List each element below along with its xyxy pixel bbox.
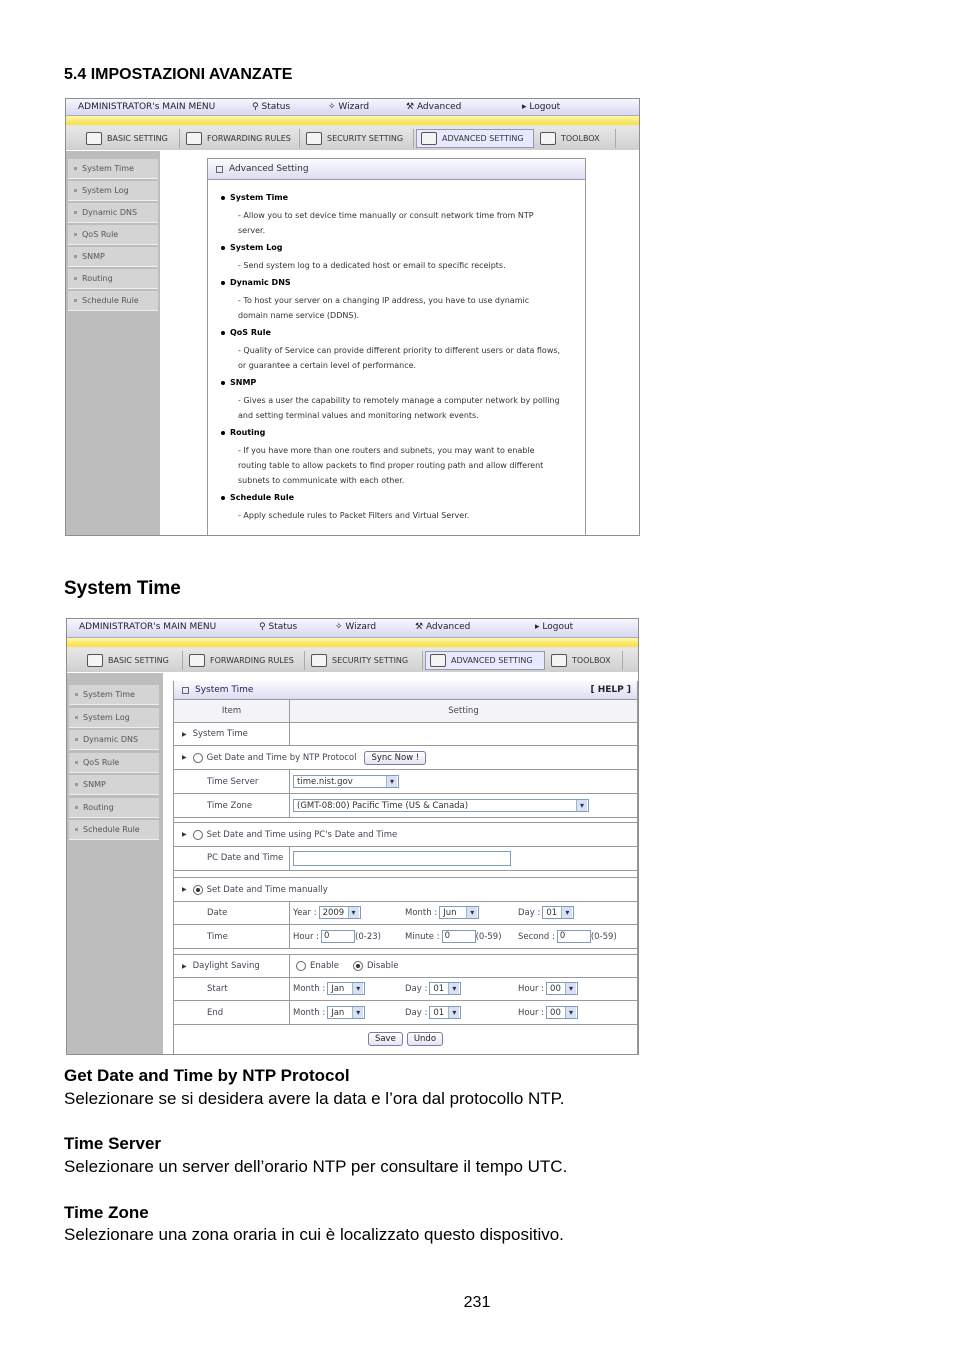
bullet-icon [75,806,78,809]
admin-main-menu-link[interactable]: ADMINISTRATOR's MAIN MENU [78,102,216,112]
dst-disable-radio[interactable] [353,961,363,971]
sidebar-item-snmp[interactable]: SNMP [69,775,159,795]
start-month-select[interactable]: Jan ▾ [327,982,365,995]
time-row: Time Hour : 0 (0-23) Minute : 0 (0-59) Second : 0 (0-59) [174,925,637,949]
sidebar [67,673,163,1054]
end-month-select[interactable]: Jan ▾ [327,1006,365,1019]
save-button[interactable]: Save [368,1032,403,1046]
feature-title: Routing [230,428,266,437]
security-icon [306,132,322,145]
status-icon: ⚲ [252,102,262,112]
advanced-tools-icon [430,654,446,667]
feature-description: - Allow you to set device time manually or consult network time from NTP [238,211,534,220]
logout-arrow-icon: ▸ [522,102,530,112]
advanced-icon: ⚒ [406,102,417,112]
time-server-row [174,770,637,794]
bullet-icon [74,167,77,170]
row-arrow-icon: ▶ [182,886,187,893]
start-hour-select[interactable]: 00 ▾ [546,982,578,995]
end-label: End [207,1007,224,1018]
status-link[interactable]: ⚲ Status [252,102,291,112]
tab-forwarding-rules[interactable]: FORWARDING RULES [182,129,300,148]
start-day-select[interactable]: 01 ▾ [429,982,461,995]
logout-link[interactable]: ▸ Logout [535,622,574,632]
feature-title: SNMP [230,378,257,387]
book-icon [87,654,103,667]
sidebar-item-system-log[interactable]: System Log [68,181,158,201]
para-text: Selezionare una zona oraria in cui è localizzato questo dispositivo. [64,1225,564,1244]
sidebar-item-schedule-rule[interactable]: Schedule Rule [69,820,159,840]
bullet-icon [74,255,77,258]
col-item-header: Item [221,706,242,716]
system-time-row: ▶ System Time [174,723,637,746]
wizard-icon: ✧ [328,102,339,112]
advanced-link[interactable]: ⚒ Advanced [415,622,471,632]
time-label: Time [207,931,228,942]
sidebar [66,151,160,535]
pc-date-label: PC Date and Time [207,853,284,863]
daylight-saving-row: ▶ Daylight Saving Enable Disable [174,954,637,978]
year-select[interactable]: 2009 ▾ [319,906,361,919]
para-text: Selezionare se si desidera avere la data e l’ora dal protocollo NTP. [64,1089,565,1108]
advanced-link[interactable]: ⚒ Advanced [406,102,462,112]
feature-description: subnets to communicate with each other. [238,476,405,485]
feature-title: System Log [230,243,283,252]
feature-description: or guarantee a certain level of performance. [238,361,417,370]
para-title: Get Date and Time by NTP Protocol [64,1066,350,1085]
status-icon: ⚲ [259,622,269,632]
wizard-icon: ✧ [335,622,346,632]
minute-input[interactable]: 0 [442,930,476,943]
toolbox-icon [540,132,556,145]
tab-security-setting[interactable]: SECURITY SETTING [307,651,423,670]
date-label: Date [207,907,228,918]
system-time-panel [173,681,638,1055]
row-arrow-icon: ▶ [182,754,187,761]
admin-main-menu-link[interactable]: ADMINISTRATOR's MAIN MENU [79,622,217,632]
tab-toolbox[interactable]: TOOLBOX [547,651,623,670]
forwarding-icon [189,654,205,667]
dst-end-row: End Month : Jan ▾ Day : 01 ▾ Hour : 00 ▾ [174,1001,637,1025]
end-day-select[interactable]: 01 ▾ [429,1006,461,1019]
tab-bar [67,638,638,672]
manual-radio[interactable] [193,885,203,895]
pc-time-radio[interactable] [193,830,203,840]
feature-title: Dynamic DNS [230,278,291,287]
section-heading: 5.4 IMPOSTAZIONI AVANZATE [64,66,293,83]
form-buttons [174,1028,637,1050]
top-menu [66,99,639,116]
end-hour-select[interactable]: 00 ▾ [546,1006,578,1019]
table-header-row [174,700,637,723]
sidebar-item-routing[interactable]: Routing [69,798,159,818]
start-label: Start [207,983,228,994]
feature-description: server. [238,226,266,235]
row-arrow-icon: ▶ [182,962,187,970]
sidebar-item-schedule-rule[interactable]: Schedule Rule [68,291,158,311]
sidebar-item-routing[interactable]: Routing [68,269,158,289]
pc-date-input[interactable] [293,851,511,866]
sidebar-item-system-time[interactable]: System Time [69,685,159,705]
panel-header: Advanced Setting [208,159,585,180]
feature-title: QoS Rule [230,328,271,337]
tab-advanced-setting[interactable]: ADVANCED SETTING [425,651,545,670]
ntp-row: ▶ Get Date and Time by NTP Protocol Sync Now ! [174,746,637,770]
toolbox-icon [551,654,567,667]
bullet-icon [74,189,77,192]
feature-title: Schedule Rule [230,493,295,502]
sidebar-item-system-time[interactable]: System Time [68,159,158,179]
time-server-label: Time Server [207,776,259,787]
wizard-link[interactable]: ✧ Wizard [328,102,370,112]
time-zone-select[interactable]: (GMT-08:00) Pacific Time (US & Canada) ▾ [293,799,589,812]
sidebar-item-dynamic-dns[interactable]: Dynamic DNS [68,203,158,223]
col-setting-header: Setting [448,706,479,716]
system-time-heading: System Time [64,578,181,599]
dst-start-row: Start Month : Jan ▾ Day : 01 ▾ Hour : 00 ▾ [174,977,637,1001]
bullet-icon [75,738,78,741]
bullet-icon [75,716,78,719]
hour-input[interactable]: 0 [321,930,355,943]
feature-description: - Apply schedule rules to Packet Filters and Virtual Server. [238,511,470,520]
advanced-tools-icon [421,132,437,145]
feature-description: - Quality of Service can provide different priority to different users or data flows, [238,346,561,355]
sidebar-item-snmp[interactable]: SNMP [68,247,158,267]
sidebar-item-qos-rule[interactable]: QoS Rule [69,753,159,773]
para-text: Selezionare un server dell’orario NTP per consultare il tempo UTC. [64,1157,568,1176]
day-select[interactable]: 01 ▾ [542,906,574,919]
bullet-icon [74,299,77,302]
sidebar-item-dynamic-dns[interactable]: Dynamic DNS [69,730,159,750]
bullet-icon [75,783,78,786]
sidebar-item-qos-rule[interactable]: QoS Rule [68,225,158,245]
help-link[interactable]: [ HELP ] [590,685,631,695]
panel-header: System Time [ HELP ] [174,681,637,700]
tab-basic-setting[interactable]: BASIC SETTING [83,651,183,670]
bullet-icon [75,828,78,831]
tab-basic-setting[interactable]: BASIC SETTING [82,129,180,148]
top-menu [67,619,638,638]
tab-forwarding-rules[interactable]: FORWARDING RULES [185,651,305,670]
feature-description: - To host your server on a changing IP address, you have to use dynamic [238,296,530,305]
bullet-icon [74,211,77,214]
page-number: 231 [463,1294,491,1311]
date-row: Date Year : 2009 ▾ Month : Jun ▾ Day : 01 ▾ [174,901,637,925]
logout-link[interactable]: ▸ Logout [522,102,561,112]
pc-date-row [174,846,637,871]
bullet-icon [75,693,78,696]
dst-enable-radio[interactable] [296,961,306,971]
bullet-icon [74,277,77,280]
feature-description: routing table to allow packets to find proper routing path and allow different [238,461,544,470]
row-arrow-icon: ▶ [182,831,187,838]
feature-description: - If you have more than one routers and subnets, you may want to enable [238,446,535,455]
feature-description: - Send system log to a dedicated host or email to specific receipts. [238,261,506,270]
feature-title: System Time [230,193,289,202]
month-select[interactable]: Jun ▾ [439,906,479,919]
bullet-icon [74,233,77,236]
bullet-icon [75,761,78,764]
row-arrow-icon: ▶ [182,730,187,738]
tab-advanced-setting[interactable]: ADVANCED SETTING [416,129,534,148]
system-time-screenshot [66,618,639,1055]
time-zone-label: Time Zone [207,800,253,811]
advanced-setting-screenshot [65,98,640,536]
time-server-select[interactable]: time.nist.gov ▾ [293,775,399,788]
sidebar-item-system-log[interactable]: System Log [69,708,159,728]
panel-box-icon [182,687,189,694]
tab-toolbox[interactable]: TOOLBOX [536,129,616,148]
second-input[interactable]: 0 [557,930,591,943]
tab-security-setting[interactable]: SECURITY SETTING [302,129,414,148]
time-zone-row [174,794,637,818]
undo-button[interactable]: Undo [407,1032,443,1046]
para-title: Time Zone [64,1203,149,1222]
pc-time-row: ▶ Set Date and Time using PC's Date and Time [174,822,637,847]
security-icon [311,654,327,667]
sync-now-button[interactable]: Sync Now ! [364,751,426,765]
forwarding-icon [186,132,202,145]
advanced-setting-panel [207,158,586,536]
ntp-radio[interactable] [193,753,203,763]
status-link[interactable]: ⚲ Status [259,622,298,632]
feature-description: domain name service (DDNS). [238,311,360,320]
wizard-link[interactable]: ✧ Wizard [335,622,377,632]
logout-arrow-icon: ▸ [535,622,543,632]
tab-bar [66,116,639,150]
panel-box-icon [216,166,223,173]
advanced-icon: ⚒ [415,622,426,632]
manual-row: ▶ Set Date and Time manually [174,877,637,902]
para-title: Time Server [64,1134,162,1153]
book-icon [86,132,102,145]
feature-description: and setting terminal values and monitoring network events. [238,411,479,420]
feature-description: - Gives a user the capability to remotely manage a computer network by polling [238,396,560,405]
